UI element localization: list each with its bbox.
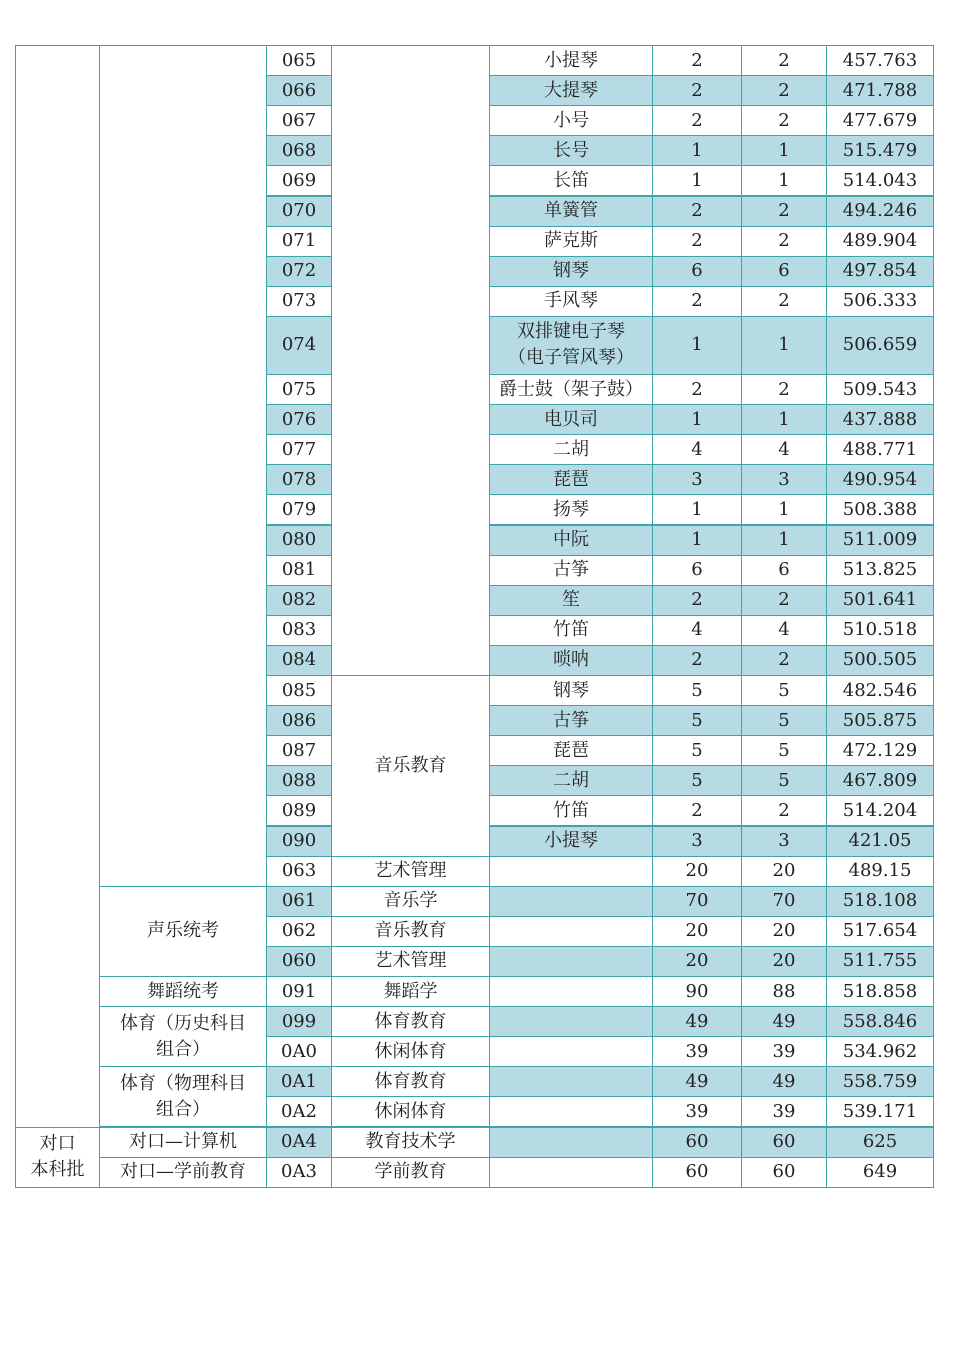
plan-cell: 2 — [652, 196, 742, 227]
plan-cell: 20 — [652, 856, 742, 887]
plan-cell: 1 — [652, 494, 742, 525]
category-group-merged-cell: 对口 本科批 — [15, 1127, 100, 1188]
major-merged-cell: 音乐教育 — [331, 675, 490, 857]
plan-cell: 5 — [652, 705, 742, 736]
enrolled-cell: 5 — [741, 765, 827, 796]
direction-cell: 萨克斯 — [489, 226, 653, 257]
enrolled-cell: 1 — [741, 404, 827, 435]
plan-cell: 5 — [652, 675, 742, 706]
min-score-cell: 558.759 — [826, 1066, 934, 1097]
code-cell: 068 — [266, 135, 332, 166]
major-cell: 休闲体育 — [331, 1036, 490, 1067]
min-score-cell: 471.788 — [826, 75, 934, 106]
sub-category-merged-cell: 声乐统考 — [99, 886, 267, 977]
plan-cell: 2 — [652, 795, 742, 826]
enrolled-cell: 4 — [741, 434, 827, 465]
code-cell: 087 — [266, 735, 332, 766]
enrolled-cell: 1 — [741, 316, 827, 375]
enrolled-cell: 1 — [741, 494, 827, 525]
min-score-cell: 489.904 — [826, 226, 934, 257]
min-score-cell: 649 — [826, 1157, 934, 1188]
plan-cell: 5 — [652, 765, 742, 796]
code-cell: 080 — [266, 525, 332, 556]
code-cell: 073 — [266, 286, 332, 317]
direction-cell — [489, 1006, 653, 1037]
min-score-cell: 511.755 — [826, 946, 934, 977]
plan-cell: 1 — [652, 165, 742, 196]
plan-cell: 4 — [652, 615, 742, 646]
enrolled-cell: 5 — [741, 705, 827, 736]
direction-cell: 扬琴 — [489, 494, 653, 525]
enrolled-cell: 1 — [741, 525, 827, 556]
min-score-cell: 505.875 — [826, 705, 934, 736]
min-score-cell: 457.763 — [826, 45, 934, 76]
plan-cell: 1 — [652, 316, 742, 375]
code-cell: 091 — [266, 976, 332, 1007]
direction-cell: 笙 — [489, 585, 653, 616]
enrolled-cell: 49 — [741, 1066, 827, 1097]
major-merged-cell — [331, 45, 490, 676]
min-score-cell: 518.858 — [826, 976, 934, 1007]
min-score-cell: 421.05 — [826, 826, 934, 857]
min-score-cell: 477.679 — [826, 105, 934, 136]
enrolled-cell: 1 — [741, 165, 827, 196]
enrolled-cell: 3 — [741, 464, 827, 495]
plan-cell: 39 — [652, 1036, 742, 1067]
direction-cell: 长号 — [489, 135, 653, 166]
min-score-cell: 514.204 — [826, 795, 934, 826]
category-group-merged-cell — [15, 45, 100, 1128]
min-score-cell: 497.854 — [826, 256, 934, 287]
major-cell: 音乐教育 — [331, 916, 490, 947]
sub-category-cell: 对口—学前教育 — [99, 1157, 267, 1188]
direction-cell — [489, 916, 653, 947]
min-score-cell: 513.825 — [826, 555, 934, 586]
direction-cell: 双排键电子琴 （电子管风琴） — [489, 316, 653, 375]
direction-cell — [489, 1036, 653, 1067]
plan-cell: 3 — [652, 464, 742, 495]
min-score-cell: 506.659 — [826, 316, 934, 375]
sub-category-merged-cell: 体育（物理科目 组合） — [99, 1066, 267, 1127]
direction-cell: 二胡 — [489, 765, 653, 796]
direction-cell: 中阮 — [489, 525, 653, 556]
plan-cell: 39 — [652, 1096, 742, 1127]
plan-cell: 2 — [652, 45, 742, 76]
plan-cell: 3 — [652, 826, 742, 857]
enrolled-cell: 6 — [741, 555, 827, 586]
plan-cell: 2 — [652, 226, 742, 257]
plan-cell: 4 — [652, 434, 742, 465]
min-score-cell: 534.962 — [826, 1036, 934, 1067]
plan-cell: 60 — [652, 1157, 742, 1188]
code-cell: 088 — [266, 765, 332, 796]
plan-cell: 1 — [652, 525, 742, 556]
code-cell: 089 — [266, 795, 332, 826]
plan-cell: 2 — [652, 585, 742, 616]
min-score-cell: 488.771 — [826, 434, 934, 465]
min-score-cell: 489.15 — [826, 856, 934, 887]
enrolled-cell: 2 — [741, 795, 827, 826]
plan-cell: 1 — [652, 135, 742, 166]
direction-cell — [489, 1096, 653, 1127]
min-score-cell: 506.333 — [826, 286, 934, 317]
direction-cell: 唢呐 — [489, 645, 653, 676]
enrolled-cell: 2 — [741, 585, 827, 616]
direction-cell — [489, 1127, 653, 1158]
major-cell: 学前教育 — [331, 1157, 490, 1188]
code-cell: 060 — [266, 946, 332, 977]
min-score-cell: 482.546 — [826, 675, 934, 706]
plan-cell: 90 — [652, 976, 742, 1007]
min-score-cell: 518.108 — [826, 886, 934, 917]
min-score-cell: 500.505 — [826, 645, 934, 676]
direction-cell — [489, 976, 653, 1007]
plan-cell: 49 — [652, 1006, 742, 1037]
direction-cell: 古筝 — [489, 705, 653, 736]
code-cell: 0A3 — [266, 1157, 332, 1188]
code-cell: 071 — [266, 226, 332, 257]
direction-cell: 长笛 — [489, 165, 653, 196]
code-cell: 084 — [266, 645, 332, 676]
code-cell: 0A1 — [266, 1066, 332, 1097]
min-score-cell: 494.246 — [826, 196, 934, 227]
min-score-cell: 490.954 — [826, 464, 934, 495]
enrolled-cell: 88 — [741, 976, 827, 1007]
enrolled-cell: 2 — [741, 374, 827, 405]
direction-cell — [489, 1066, 653, 1097]
code-cell: 078 — [266, 464, 332, 495]
code-cell: 077 — [266, 434, 332, 465]
min-score-cell: 509.543 — [826, 374, 934, 405]
enrolled-cell: 2 — [741, 286, 827, 317]
code-cell: 069 — [266, 165, 332, 196]
enrolled-cell: 60 — [741, 1157, 827, 1188]
direction-cell: 小号 — [489, 105, 653, 136]
enrolled-cell: 60 — [741, 1127, 827, 1158]
min-score-cell: 501.641 — [826, 585, 934, 616]
plan-cell: 2 — [652, 374, 742, 405]
plan-cell: 20 — [652, 946, 742, 977]
direction-cell: 单簧管 — [489, 196, 653, 227]
min-score-cell: 517.654 — [826, 916, 934, 947]
direction-cell — [489, 946, 653, 977]
code-cell: 065 — [266, 45, 332, 76]
plan-cell: 6 — [652, 256, 742, 287]
direction-cell: 琵琶 — [489, 735, 653, 766]
min-score-cell: 437.888 — [826, 404, 934, 435]
code-cell: 076 — [266, 404, 332, 435]
enrolled-cell: 5 — [741, 675, 827, 706]
enrolled-cell: 6 — [741, 256, 827, 287]
plan-cell: 1 — [652, 404, 742, 435]
direction-cell — [489, 1157, 653, 1188]
enrolled-cell: 2 — [741, 75, 827, 106]
major-cell: 艺术管理 — [331, 946, 490, 977]
plan-cell: 2 — [652, 75, 742, 106]
code-cell: 067 — [266, 105, 332, 136]
enrolled-cell: 39 — [741, 1096, 827, 1127]
enrolled-cell: 70 — [741, 886, 827, 917]
direction-cell: 钢琴 — [489, 675, 653, 706]
min-score-cell: 467.809 — [826, 765, 934, 796]
min-score-cell: 625 — [826, 1127, 934, 1158]
enrolled-cell: 5 — [741, 735, 827, 766]
direction-cell: 钢琴 — [489, 256, 653, 287]
sub-category-merged-cell: 舞蹈统考 — [99, 976, 267, 1007]
plan-cell: 49 — [652, 1066, 742, 1097]
plan-cell: 2 — [652, 105, 742, 136]
enrolled-cell: 4 — [741, 615, 827, 646]
major-cell: 教育技术学 — [331, 1127, 490, 1158]
code-cell: 066 — [266, 75, 332, 106]
major-cell: 音乐学 — [331, 886, 490, 917]
code-cell: 072 — [266, 256, 332, 287]
plan-cell: 2 — [652, 286, 742, 317]
code-cell: 070 — [266, 196, 332, 227]
major-cell: 舞蹈学 — [331, 976, 490, 1007]
sub-category-merged-cell — [99, 45, 267, 887]
direction-cell: 爵士鼓（架子鼓） — [489, 374, 653, 405]
code-cell: 075 — [266, 374, 332, 405]
code-cell: 0A4 — [266, 1127, 332, 1158]
direction-cell: 大提琴 — [489, 75, 653, 106]
direction-cell: 二胡 — [489, 434, 653, 465]
major-cell: 艺术管理 — [331, 856, 490, 887]
code-cell: 083 — [266, 615, 332, 646]
enrolled-cell: 2 — [741, 196, 827, 227]
major-cell: 体育教育 — [331, 1066, 490, 1097]
plan-cell: 5 — [652, 735, 742, 766]
enrolled-cell: 20 — [741, 856, 827, 887]
code-cell: 081 — [266, 555, 332, 586]
direction-cell: 小提琴 — [489, 45, 653, 76]
direction-cell: 古筝 — [489, 555, 653, 586]
direction-cell: 电贝司 — [489, 404, 653, 435]
sub-category-cell: 对口—计算机 — [99, 1127, 267, 1158]
min-score-cell: 539.171 — [826, 1096, 934, 1127]
code-cell: 079 — [266, 494, 332, 525]
direction-cell: 琵琶 — [489, 464, 653, 495]
enrolled-cell: 3 — [741, 826, 827, 857]
min-score-cell: 514.043 — [826, 165, 934, 196]
plan-cell: 70 — [652, 886, 742, 917]
enrolled-cell: 2 — [741, 45, 827, 76]
direction-cell — [489, 856, 653, 887]
enrolled-cell: 39 — [741, 1036, 827, 1067]
plan-cell: 20 — [652, 916, 742, 947]
sub-category-merged-cell: 体育（历史科目 组合） — [99, 1006, 267, 1067]
plan-cell: 6 — [652, 555, 742, 586]
code-cell: 085 — [266, 675, 332, 706]
enrolled-cell: 2 — [741, 226, 827, 257]
min-score-cell: 472.129 — [826, 735, 934, 766]
direction-cell: 手风琴 — [489, 286, 653, 317]
code-cell: 062 — [266, 916, 332, 947]
direction-cell: 竹笛 — [489, 795, 653, 826]
code-cell: 082 — [266, 585, 332, 616]
major-cell: 休闲体育 — [331, 1096, 490, 1127]
plan-cell: 60 — [652, 1127, 742, 1158]
code-cell: 074 — [266, 316, 332, 375]
direction-cell: 竹笛 — [489, 615, 653, 646]
enrolled-cell: 2 — [741, 105, 827, 136]
direction-cell: 小提琴 — [489, 826, 653, 857]
direction-cell — [489, 886, 653, 917]
plan-cell: 2 — [652, 645, 742, 676]
code-cell: 0A0 — [266, 1036, 332, 1067]
enrolled-cell: 1 — [741, 135, 827, 166]
code-cell: 090 — [266, 826, 332, 857]
code-cell: 086 — [266, 705, 332, 736]
min-score-cell: 558.846 — [826, 1006, 934, 1037]
enrolled-cell: 49 — [741, 1006, 827, 1037]
enrolled-cell: 20 — [741, 946, 827, 977]
code-cell: 063 — [266, 856, 332, 887]
min-score-cell: 510.518 — [826, 615, 934, 646]
min-score-cell: 511.009 — [826, 525, 934, 556]
min-score-cell: 508.388 — [826, 494, 934, 525]
major-cell: 体育教育 — [331, 1006, 490, 1037]
code-cell: 0A2 — [266, 1096, 332, 1127]
code-cell: 099 — [266, 1006, 332, 1037]
enrolled-cell: 2 — [741, 645, 827, 676]
enrolled-cell: 20 — [741, 916, 827, 947]
min-score-cell: 515.479 — [826, 135, 934, 166]
code-cell: 061 — [266, 886, 332, 917]
